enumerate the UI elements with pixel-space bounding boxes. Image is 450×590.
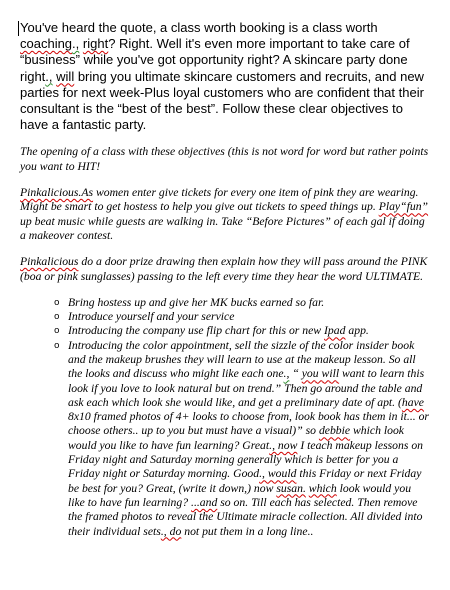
- word-and: ...and: [191, 495, 218, 509]
- intro-word-right: right: [82, 36, 109, 52]
- list-item-text: this Friday or next Friday be best for you? Great, (write it down,) now: [68, 467, 422, 495]
- list-item-text: so on. Till each has selected. Then remove the framed photos to reveal the Ultimate miracle collection. All divided into their individual sets: [68, 495, 423, 538]
- list-item-text: Introducing the color appointment, sell the sizzle of the color insider book and the makeup brushes they will learn to use at the makeup lesson. So all the looks and discuss who might like each one: [68, 338, 416, 381]
- word-pinkalicious: Pinkalicious: [20, 255, 79, 269]
- bullet-icon: o: [54, 312, 60, 323]
- list-item: [54, 310, 430, 324]
- list-item-text: which look would you like to have fun learning? Great: [68, 424, 404, 452]
- opening-paragraph: The opening of a class with these objectives (this is not word for word but rather points you want to HIT!: [20, 145, 429, 173]
- door-prize-paragraph: [20, 255, 430, 284]
- list-item-text: look would you like to have fun learning?: [68, 481, 412, 509]
- list-item-text: “: [289, 367, 302, 381]
- intro-punct-2: .,: [45, 68, 53, 84]
- intro-word-will: will: [56, 68, 75, 84]
- punct-mark: .,: [283, 367, 290, 381]
- word-pinkalicious: Pinkalicious.As: [20, 186, 94, 200]
- text-cursor: [18, 21, 19, 36]
- objectives-list: [20, 296, 430, 539]
- list-item-text: app.: [345, 324, 369, 338]
- door-prize-text: do a door prize drawing then explain how they will pass around the PINK (boa or pink sunglasses) passing to the left every time they hear the word ULTIMATE.: [20, 255, 428, 283]
- bullet-icon: o: [54, 297, 60, 308]
- list-item-text: Introduce yourself and your service: [68, 310, 235, 324]
- list-item-text: Bring hostess up and give her MK bucks earned so far.: [68, 295, 325, 309]
- intro-text-1: You've heard the quote, a class worth booking is a class worth: [20, 20, 378, 35]
- bullet-icon: o: [54, 326, 60, 337]
- word-which: which: [308, 481, 337, 495]
- word-would: ., would: [259, 467, 297, 481]
- word-do: ., do: [160, 524, 182, 538]
- tickets-text-b: up beat music while guests are walking in. Take “Before Pictures” of each gal if doing a makeover contest.: [20, 214, 425, 242]
- list-item: [54, 324, 430, 338]
- word-play-fun: Play“fun”: [378, 200, 429, 214]
- word-now: ., now: [269, 438, 298, 452]
- intro-paragraph: [20, 20, 430, 133]
- word-have: have: [401, 395, 424, 409]
- intro-word-coaching: coaching: [20, 36, 73, 52]
- list-item-text: not put them in a long line..: [181, 524, 314, 538]
- bullet-icon: o: [54, 340, 60, 351]
- list-item-text: want to learn this look if you love to look natural but on trend.” Then go around the table and ask each which look she would like, and get a preliminary date of apt. (: [68, 367, 425, 409]
- list-item: [54, 295, 430, 310]
- word-susan: susan.: [276, 481, 306, 495]
- word-debbie: debbie: [318, 424, 351, 438]
- list-item-text: Introducing the company use flip chart for this or new: [68, 324, 325, 338]
- intro-text-2: ? Right. Well it's even more important to take care of “business” while you've got opportunity right? A skincare party done right: [20, 36, 410, 84]
- intro-text-3: bring you ultimate skincare customers and recruits, and new parties for next week-Plus loyal customers who are confident that their consultant is the “best of the best”. Follow these clear objectives to have a fantastic party.: [20, 68, 424, 133]
- tickets-paragraph: [20, 186, 430, 243]
- intro-punct-1: .,: [72, 36, 80, 52]
- list-item: [54, 338, 430, 539]
- word-you-will: you will: [301, 367, 340, 381]
- list-item-text: 8x10 framed photos of 4+ looks to choose from, look book has them in it... or choose others.. up to you but must have a visual)” so: [68, 410, 429, 438]
- tickets-text-a: women enter give tickets for every one item of pink they are wearing. Might be smart to get hostess to help you give out tickets to speed things up.: [20, 186, 419, 214]
- word-ipad: Ipad: [324, 324, 346, 338]
- list-item-text: I teach makeup lessons on Friday night and Saturday morning generally which is better for you a Friday night or Saturday morning. Good: [68, 438, 424, 481]
